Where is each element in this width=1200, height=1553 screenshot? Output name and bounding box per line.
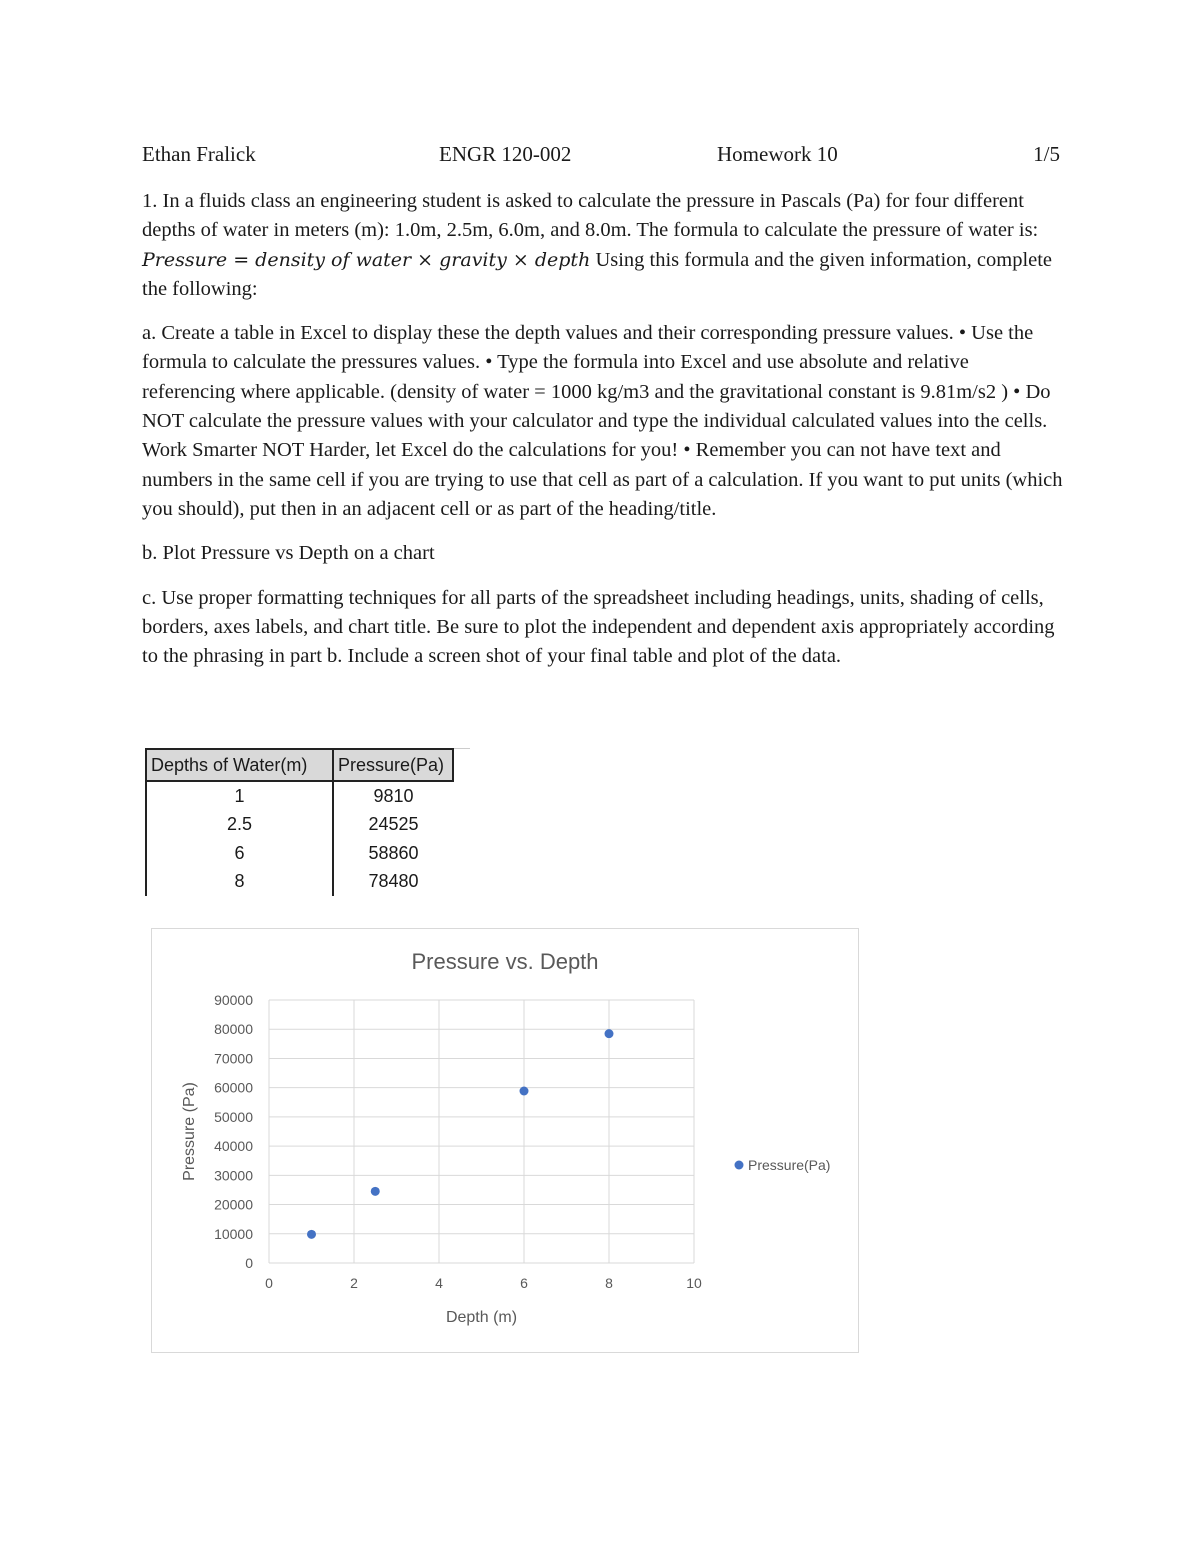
y-tick-label: 20000 (214, 1196, 253, 1213)
y-tick-label: 0 (245, 1255, 253, 1271)
y-tick-label: 40000 (214, 1138, 253, 1155)
x-tick-label: 6 (520, 1275, 528, 1291)
question-intro-start: 1. In a fluids class an engineering student is asked to calculate the pressure in Pascals (Pa) for four different depths of water in meters (m): 1.0m, 2.5m, 6.0m, and 8.0m. The formula to calculate the pressure of water is: (142, 190, 1039, 242)
student-name: Ethan Fralick (142, 142, 256, 166)
page-header (142, 142, 1060, 172)
legend-label: Pressure(Pa) (748, 1157, 831, 1173)
data-point (371, 1187, 380, 1196)
x-axis-label: Depth (m) (445, 1309, 518, 1326)
pressure-formula: Pressure = density of water × gravity × depth (142, 248, 591, 271)
y-tick-label: 70000 (214, 1050, 253, 1067)
pressure-cell: 78480 (333, 868, 453, 897)
part-b-text: b. Plot Pressure vs Depth on a chart (142, 542, 435, 565)
pressure-cell: 24525 (333, 811, 453, 840)
scatter-chart (151, 928, 859, 1353)
part-c-text: c. Use proper formatting techniques for all parts of the spreadsheet including headings, units, shading of cells, borders, axes labels, and chart title. Be sure to plot the independent and dependent axis appropriately according to the phrasing in part b. Include a screen shot of your final table and plot of the data. (142, 586, 1055, 668)
header-pressure: Pressure(Pa) (333, 749, 453, 781)
page-number: 1/5 (1033, 142, 1060, 166)
pressure-cell: 9810 (333, 781, 453, 811)
depth-cell: 1 (146, 781, 333, 811)
x-tick-label: 2 (350, 1275, 358, 1291)
header-depth: Depths of Water(m) (146, 749, 333, 781)
x-tick-label: 8 (605, 1275, 613, 1291)
part-a-text: a. Create a table in Excel to display these the depth values and their corresponding pressure values. • Use the formula to calculate the pressures values. • Type the formula into Excel and use absolute and relative referencing where applicable. (density of water = 1000 kg/m3 and the gravitational constant is 9.81m/s2 ) • Do NOT calculate the pressure values with your calculator and type the individual calculated values into the cells. Work Smarter NOT Harder, let Excel do the calculations for you! • Remember you can not have text and numbers in the same cell if you are trying to use that cell as part of a calculation. If you want to put units (which you should), put then in an adjacent cell or as part of the heading/title. (142, 322, 1063, 520)
table-header-row (146, 749, 453, 781)
data-point (520, 1086, 529, 1095)
question-intro-end: Using this formula and the given information, complete the following: (142, 248, 1053, 300)
y-tick-label: 90000 (214, 992, 253, 1008)
y-tick-label: 50000 (214, 1108, 253, 1125)
table-row (146, 811, 453, 840)
question-intro (142, 187, 1067, 304)
table-row (146, 839, 453, 868)
question-text (142, 187, 1067, 686)
table-row (146, 781, 453, 811)
x-tick-label: 0 (265, 1275, 273, 1291)
y-tick-label: 10000 (214, 1225, 253, 1242)
x-tick-label: 4 (435, 1275, 443, 1291)
y-axis-label: Pressure (Pa) (181, 1082, 198, 1181)
excel-table-screenshot (145, 748, 454, 896)
assignment-title: Homework 10 (717, 142, 838, 166)
table-row (146, 868, 453, 897)
x-tick-label: 10 (686, 1275, 702, 1291)
y-tick-label: 30000 (214, 1167, 253, 1184)
data-point (605, 1029, 614, 1038)
y-tick-label: 80000 (214, 1021, 253, 1038)
data-point (307, 1230, 316, 1239)
chart-title: Pressure vs. Depth (411, 949, 599, 974)
chart-canvas (152, 929, 858, 1352)
course-code: ENGR 120-002 (439, 142, 572, 166)
pressure-cell: 58860 (333, 839, 453, 868)
depth-cell: 8 (146, 868, 333, 897)
y-tick-label: 60000 (214, 1079, 253, 1096)
legend-marker (735, 1161, 744, 1170)
depth-pressure-table (145, 748, 454, 896)
depth-cell: 2.5 (146, 811, 333, 840)
depth-cell: 6 (146, 839, 333, 868)
